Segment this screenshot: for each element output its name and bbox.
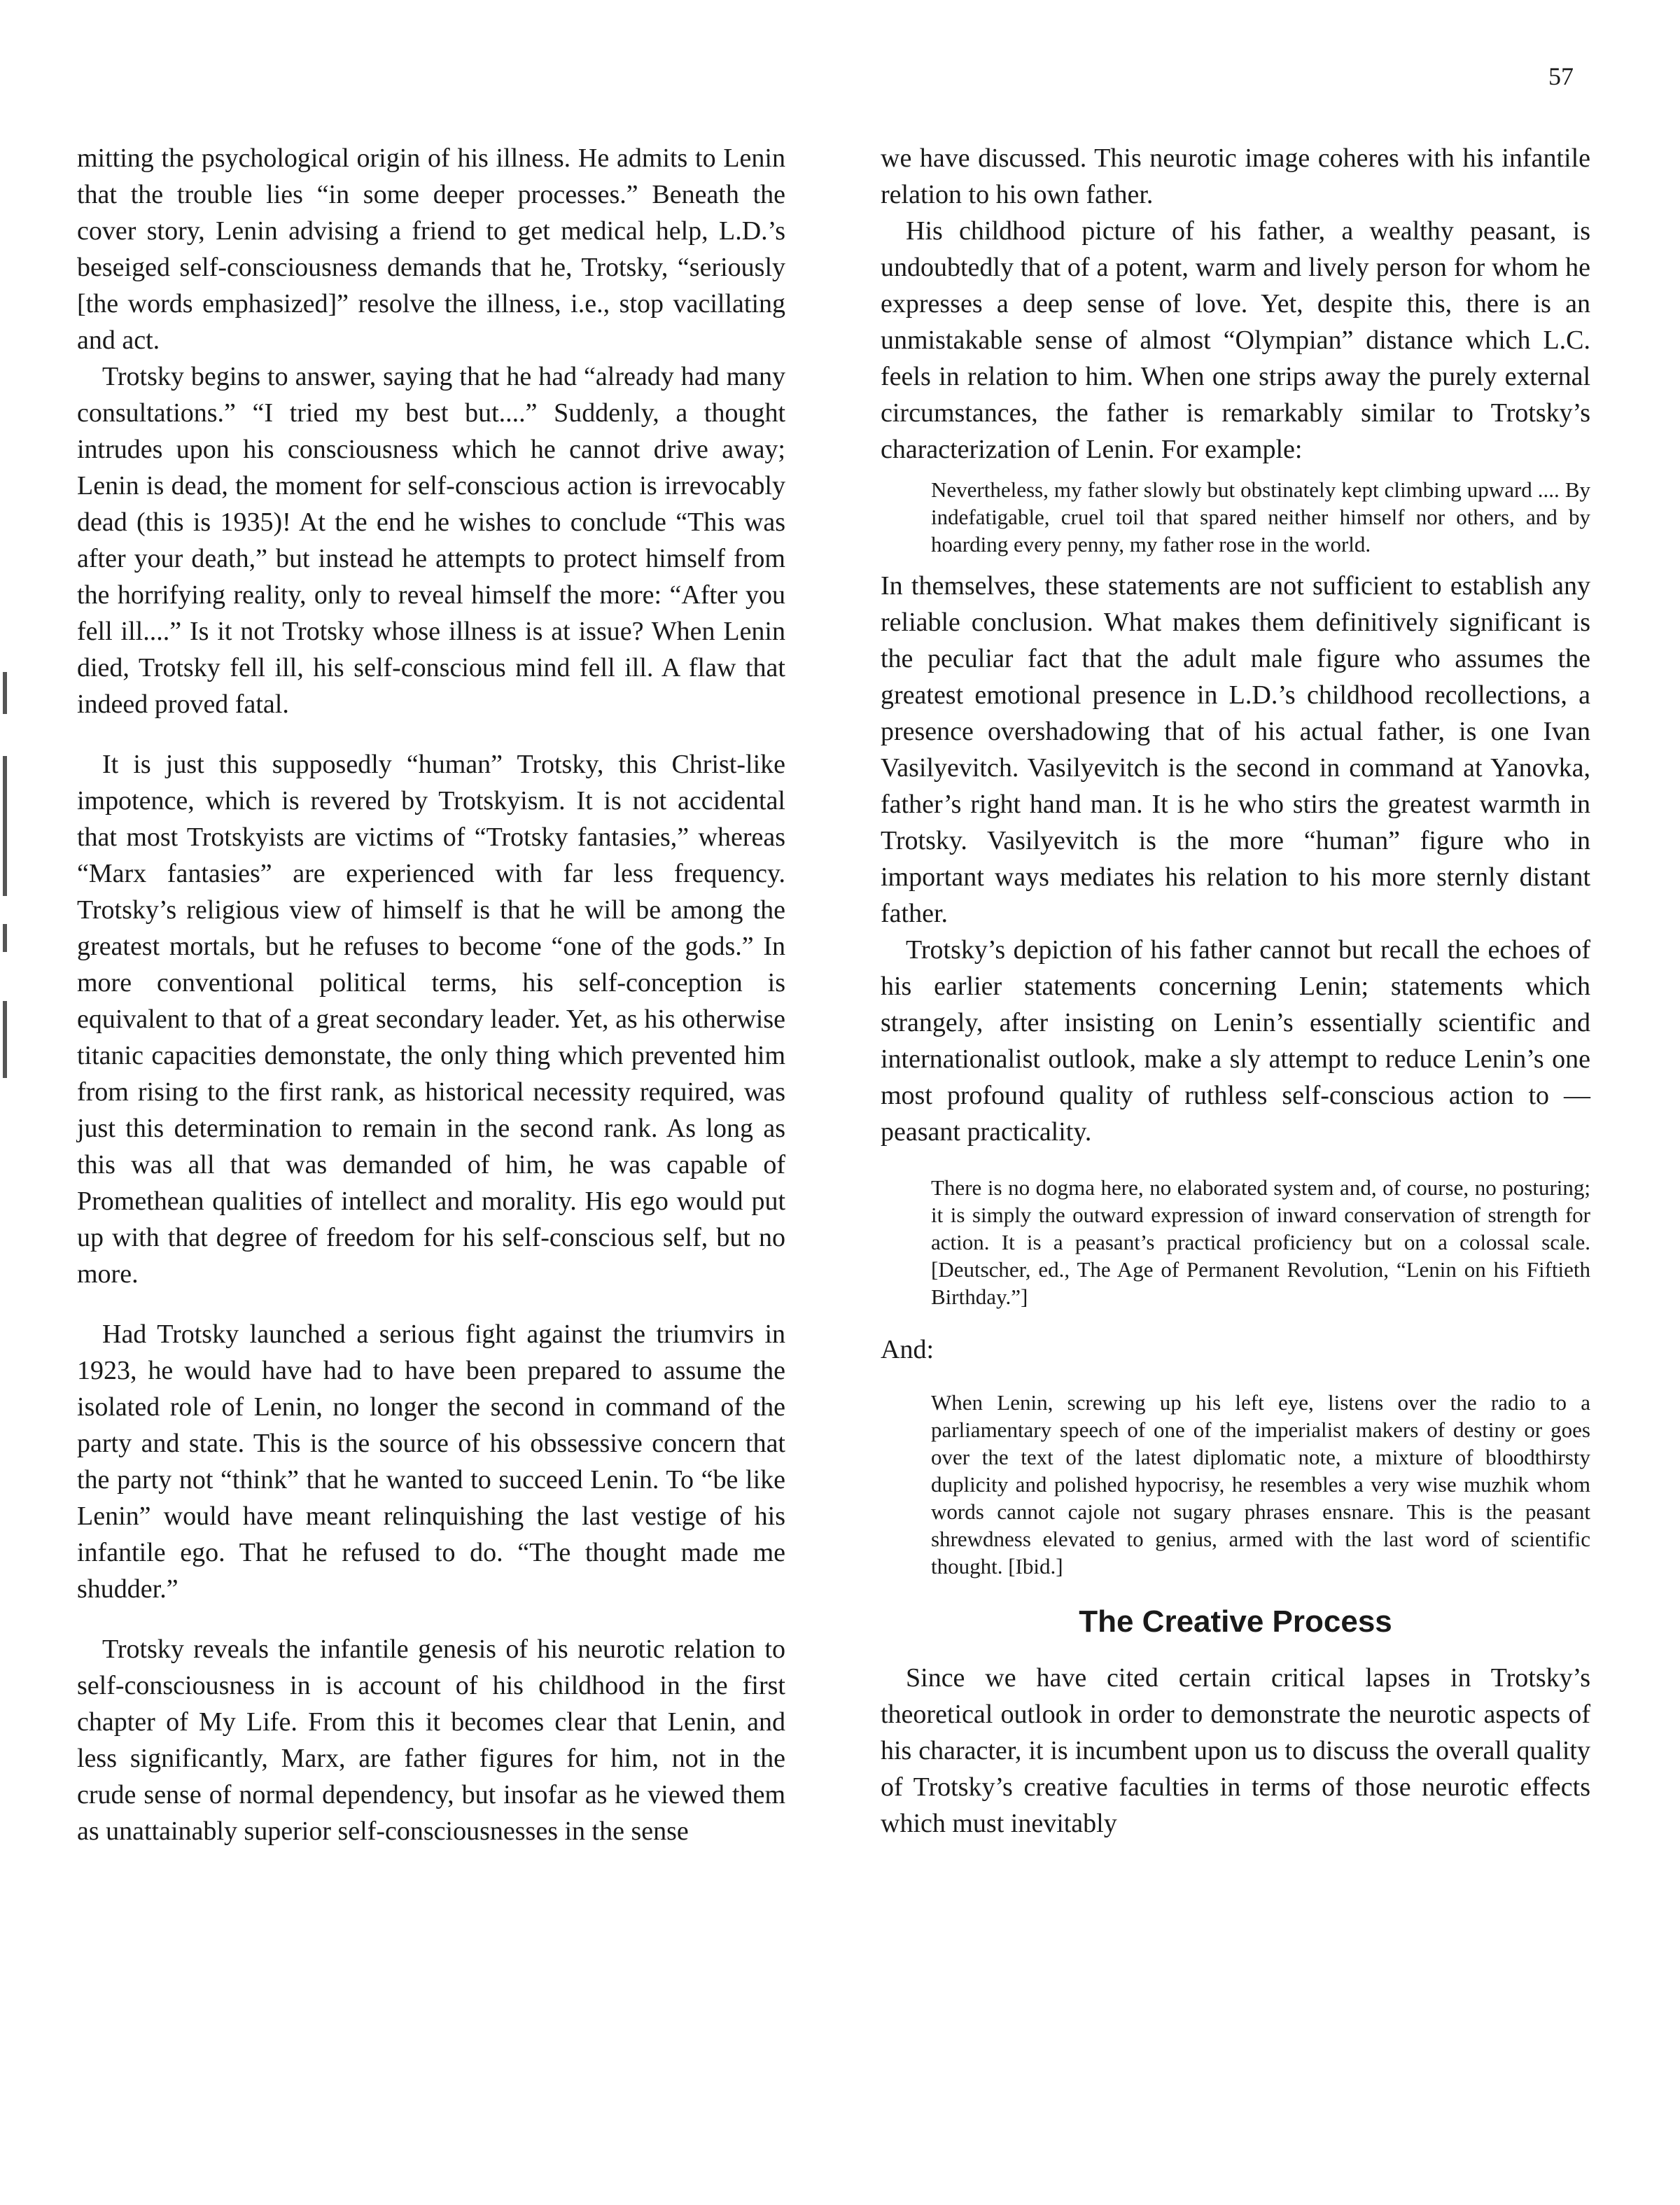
paragraph: we have discussed. This neurotic image coheres with his infantile relation to his own father. [881, 144, 1590, 209]
block-quote: Nevertheless, my father slowly but obstinately kept climbing upward .... By indefatigable, cruel toil that spared neither himself nor others, and by hoarding every penny, my father rose in the world. [931, 477, 1590, 556]
paragraph: His childhood picture of his father, a wealthy peasant, is undoubtedly that of a potent, warm and lively person for whom he expresses a deep sense of love. Yet, despite this, there is an unmistakable sense of almost “Olympian” distance which L.C. feels in relation to him. When one strips away the purely external circumstances, the father is remarkably similar to Trotsky’s characterization of Lenin. For example: [881, 216, 1590, 464]
paragraph: Since we have cited certain critical lapses in Trotsky’s theoretical outlook in order to demonstrate the neurotic aspects of his character, it is incumbent upon us to discuss the overall quality of Trotsky’s creative faculties in terms of those neurotic effects which must inevitably [881, 1663, 1590, 1838]
paragraph: mitting the psychological origin of his illness. He admits to Lenin that the trouble lies “in some deeper processes.” Beneath the cover story, Lenin advising a friend to get medical help, L.D.’s beseiged self-consciousness demands that he, Trotsky, “seriously [the words emphasized]” resolve the illness, i.e., stop vacillating and act. [77, 144, 785, 355]
paragraph: Had Trotsky launched a serious fight against the triumvirs in 1923, he would have had to have been prepared to assume the isolated role of Lenin, no longer the second in command of the party and state. This is the source of his obssessive concern that the party not “think” that he wanted to succeed Lenin. To “be like Lenin” would have meant relinquishing the last vestige of his infantile ego. That he refused to do. “The thought made me shudder.” [77, 1320, 785, 1604]
left-column [77, 140, 785, 1849]
quote-intro-label: And: [881, 1335, 934, 1364]
block-quote: There is no dogma here, no elaborated system and, of course, no posturing; it is simply the outward expression of inward conservation of strength for action. It is a peasant’s practical proficiency but on a colossal scale. [Deutscher, ed., The Age of Permanent Revolution, “Lenin on his Fiftieth Birthday.”] [931, 1175, 1590, 1309]
section-heading: The Creative Process [1079, 1604, 1392, 1639]
scan-edge-marks [0, 672, 17, 1106]
paragraph: Trotsky begins to answer, saying that he had “already had many consultations.” “I tried my best but....” Suddenly, a thought intrudes upon his consciousness which he cannot drive away; Lenin is dead, the moment for self-conscious action is irrevocably dead (this is 1935)! At the end he wishes to conclude “This was after your death,” but instead he attempts to protect himself from the horrifying reality, only to reveal himself the more: “After you fell ill....” Is it not Trotsky whose illness is at issue? When Lenin died, Trotsky fell ill, his self-conscious mind fell ill. A flaw that indeed proved fatal. [77, 362, 785, 719]
paragraph: It is just this supposedly “human” Trotsky, this Christ-like impotence, which is revered by Trotskyism. It is not accidental that most Trotskyists are victims of “Trotsky fantasies,” whereas “Marx fantasies” are experienced with far less frequency. Trotsky’s religious view of himself is that he will be among the greatest mortals, but he refuses to become “one of the gods.” In more conventional political terms, his self-conception is equivalent to that of a great secondary leader. Yet, as his otherwise titanic capacities demonstate, the only thing which prevented him from rising to the first rank, as historical necessity required, was just this determination to remain in the second rank. As long as this was all that was demanded of him, he was capable of Promethean qualities of intellect and morality. His ego would put up with that degree of freedom for his self-conscious self, but no more. [77, 750, 785, 1289]
paragraph: Trotsky reveals the infantile genesis of his neurotic relation to self-consciousness in is account of his childhood in the first chapter of My Life. From this it becomes clear that Lenin, and less significantly, Marx, are father figures for him, not in the crude sense of normal dependency, but insofar as he viewed them as unattainably superior self-consciousnesses in the sense [77, 1634, 785, 1846]
paragraph: Trotsky’s depiction of his father cannot but recall the echoes of his earlier statements concerning Lenin; statements which strangely, after insisting on Lenin’s essentially scientific and internationalist outlook, make a sly attempt to reduce Lenin’s one most profound quality of ruthless self-conscious action to — peasant practicality. [881, 935, 1590, 1147]
right-column [881, 140, 1590, 1842]
page-number: 57 [1548, 62, 1574, 90]
paragraph: In themselves, these statements are not sufficient to establish any reliable conclusion. What makes them definitively significant is the peculiar fact that the adult male figure who assumes the greatest emotional presence in L.D.’s childhood recollections, a presence overshadowing that of his actual father, is one Ivan Vasilyevitch. Vasilyevitch is the second in command at Yanovka, father’s right hand man. It is he who stirs the greatest warmth in Trotsky. Vasilyevitch is the more “human” figure who in important ways mediates his relation to his more sternly distant father. [881, 571, 1590, 928]
block-quote: When Lenin, screwing up his left eye, listens over the radio to a parliamentary speech of one of the imperialist makers of destiny or goes over the text of the latest diplomatic note, a mixture of bloodthirsty duplicity and polished hypocrisy, he resembles a very wise muzhik whom words cannot cajole not sugary phrases ensnare. This is the peasant shrewdness elevated to genius, armed with the last word of scientific thought. [Ibid.] [931, 1390, 1590, 1578]
